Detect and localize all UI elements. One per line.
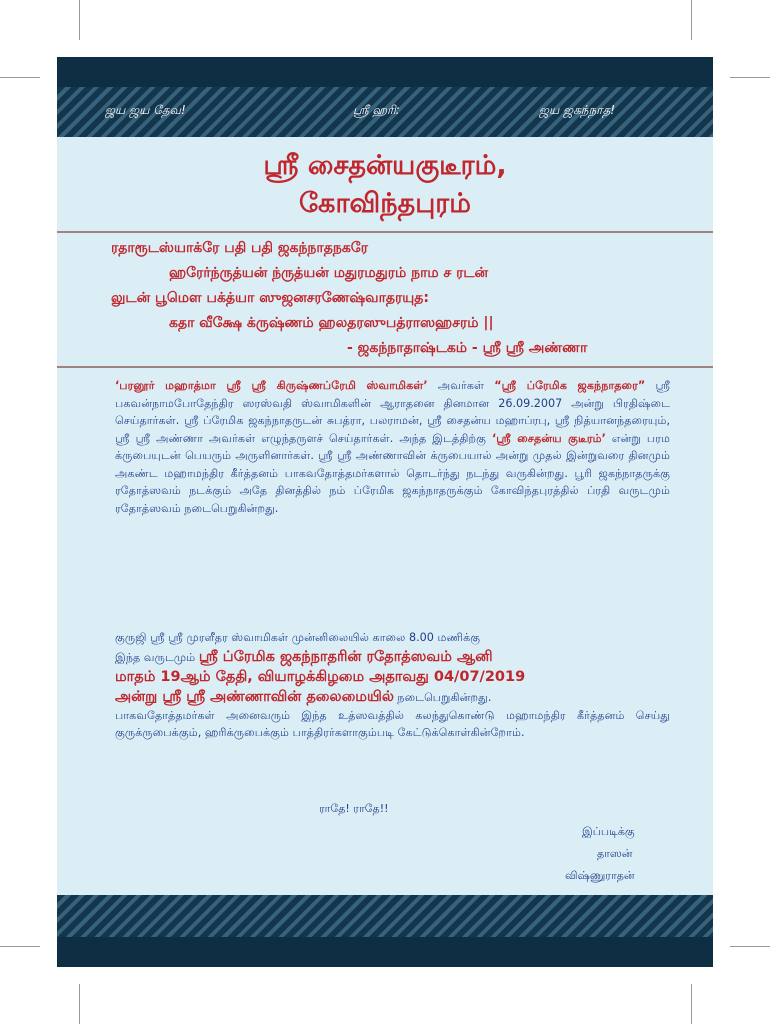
radhe-radhe: ராதே! ராதே!! [319, 802, 389, 815]
crop-mark [0, 946, 40, 947]
signature-name: விஷ்ணுராதன் [565, 869, 635, 882]
salutation-right: ஜய ஜகந்நாத! [539, 103, 616, 117]
page-title-line2: கோவிந்தபுரம் [299, 188, 471, 219]
verse-line-4: கதா வீக்ஷே க்ருஷ்ணம் ஹலதரஸுபத்ராஸஹசரம் || [169, 315, 494, 331]
crop-mark [79, 984, 80, 1024]
crop-mark [730, 77, 770, 78]
deity-name: “ஸ்ரீ ப்ரேமிக ஜகந்நாதரை” [494, 379, 646, 392]
event-presidency: அன்று ஸ்ரீ ஸ்ரீ அண்ணாவின் தலைமையில் [115, 688, 394, 705]
crop-mark [691, 0, 692, 40]
crop-mark [730, 946, 770, 947]
crop-mark [691, 984, 692, 1024]
event-date: மாதம் 19ஆம் தேதி, வியாழக்கிழமை அதாவது 04/07/2019 [115, 668, 526, 685]
salutation-center: ஸ்ரீ ஹரி: [353, 103, 400, 117]
verse-line-1: ரதாரூடஸ்யாக்ரே பதி பதி ஜகந்நாதநகரே [111, 240, 368, 256]
paragraph-history: ‘பரனூர் மஹாத்மா ஸ்ரீ ஸ்ரீ கிருஷ்ணப்ரேமி ஸ்வாமிகள்’ அவர்கள் “ஸ்ரீ ப்ரேமிக ஜகந்நாதரை” ஸ்ரீ பகவன்நாமபோதேந்திர ஸரஸ்வதி ஸ்வாமிகளின் ஆராதனை தினமான 26.09.2007 அன்று பிரதிஷ்டை செய்தார்கள். ஸ்ரீ ப்ரேமிக ஜகந்நாதருடன் சுபத்ரா, பலராமன், ஸ்ரீ சைதன்ய மஹாப்ரபு, ஸ்ரீ நித்யானந்தரையும், ஸ்ரீ ஸ்ரீ அண்ணா அவர்கள் எழுந்தருளச் செய்தார்கள். அந்த இடத்திற்கு ‘ஸ்ரீ சைதன்ய குடீரம்’ என்று பரம க்ருபையுடன் பெயரும் அருளினார்கள். ஸ்ரீ ஸ்ரீ அண்ணாவின் க்ருபையால் அன்று முதல் இன்றுவரை தினமும் அகண்ட மஹாமந்திர கீர்த்தனம் பாகவதோத்தமர்களால் தொடர்ந்து நடந்து வருகின்றது. பூரி ஜகந்நாதருக்கு ரதோத்ஸவம் நடக்கும் அதே தினத்தில் நம் ப்ரேமிக ஜகந்நாதருக்கும் கோவிந்தபுரத்தில் ப்ரதி வருடமும் ரதோத்ஸவம் நடைபெறுகின்றது. [115, 379, 671, 515]
verse-line-2: ஹரேர்ந்ருத்யன் ந்ருத்யன் மதுரமதுரம் நாம ச ரடன் [169, 265, 489, 281]
swamigal-name: ‘பரனூர் மஹாத்மா ஸ்ரீ ஸ்ரீ கிருஷ்ணப்ரேமி ஸ்வாமிகள்’ [115, 379, 428, 392]
invitation-card [57, 57, 713, 967]
verse-attribution: - ஜகந்நாதாஷ்டகம் - ஸ்ரீ ஸ்ரீ அண்ணா [347, 340, 588, 356]
page-title-line1: ஸ்ரீ சைதன்யகுடீரம், [263, 150, 507, 181]
verse-line-3: லுடன் பூமௌ பக்த்யா ஸுஜனசரணேஷ்வாதரயுத: [111, 290, 429, 306]
bottom-band [57, 937, 713, 967]
event-highlight: ஸ்ரீ ப்ரேமிக ஜகந்நாதரின் ரதோத்ஸவம் ஆனி [198, 648, 493, 665]
kutiram-name: ‘ஸ்ரீ சைதன்ய குடீரம்’ [492, 431, 606, 445]
crop-mark [79, 0, 80, 40]
salutation-left: ஜய ஜய தேவ! [105, 103, 186, 117]
signature-line-1: இப்படிக்கு [582, 825, 635, 838]
footer-band [57, 895, 713, 937]
divider [57, 366, 713, 368]
crop-mark [0, 77, 40, 78]
signature-line-2: தாஸன் [597, 847, 633, 860]
top-band [57, 57, 713, 87]
paragraph-event: குருஜி ஸ்ரீ ஸ்ரீ முரளீதர ஸ்வாமிகள் முன்னிலையில் காலை 8.00 மணிக்கு இந்த வருடமும் ஸ்ரீ ப்ரேமிக ஜகந்நாதரின் ரதோத்ஸவம் ஆனி மாதம் 19ஆம் தேதி, வியாழக்கிழமை அதாவது 04/07/2019 அன்று ஸ்ரீ ஸ்ரீ அண்ணாவின் தலைமையில் நடைபெறுகின்றது. பாகவதோத்தமர்கள் அனைவரும் இந்த உத்ஸவத்தில் கலந்துகொண்டு மஹாமந்திர கீர்த்தனம் செய்து குருக்ருபைக்கும், ஹரிக்ருபைக்கும் பாத்திரர்களாகும்படி கேட்டுக்கொள்கின்றோம். [115, 631, 670, 739]
salutation-row [57, 98, 713, 128]
divider [57, 231, 713, 233]
